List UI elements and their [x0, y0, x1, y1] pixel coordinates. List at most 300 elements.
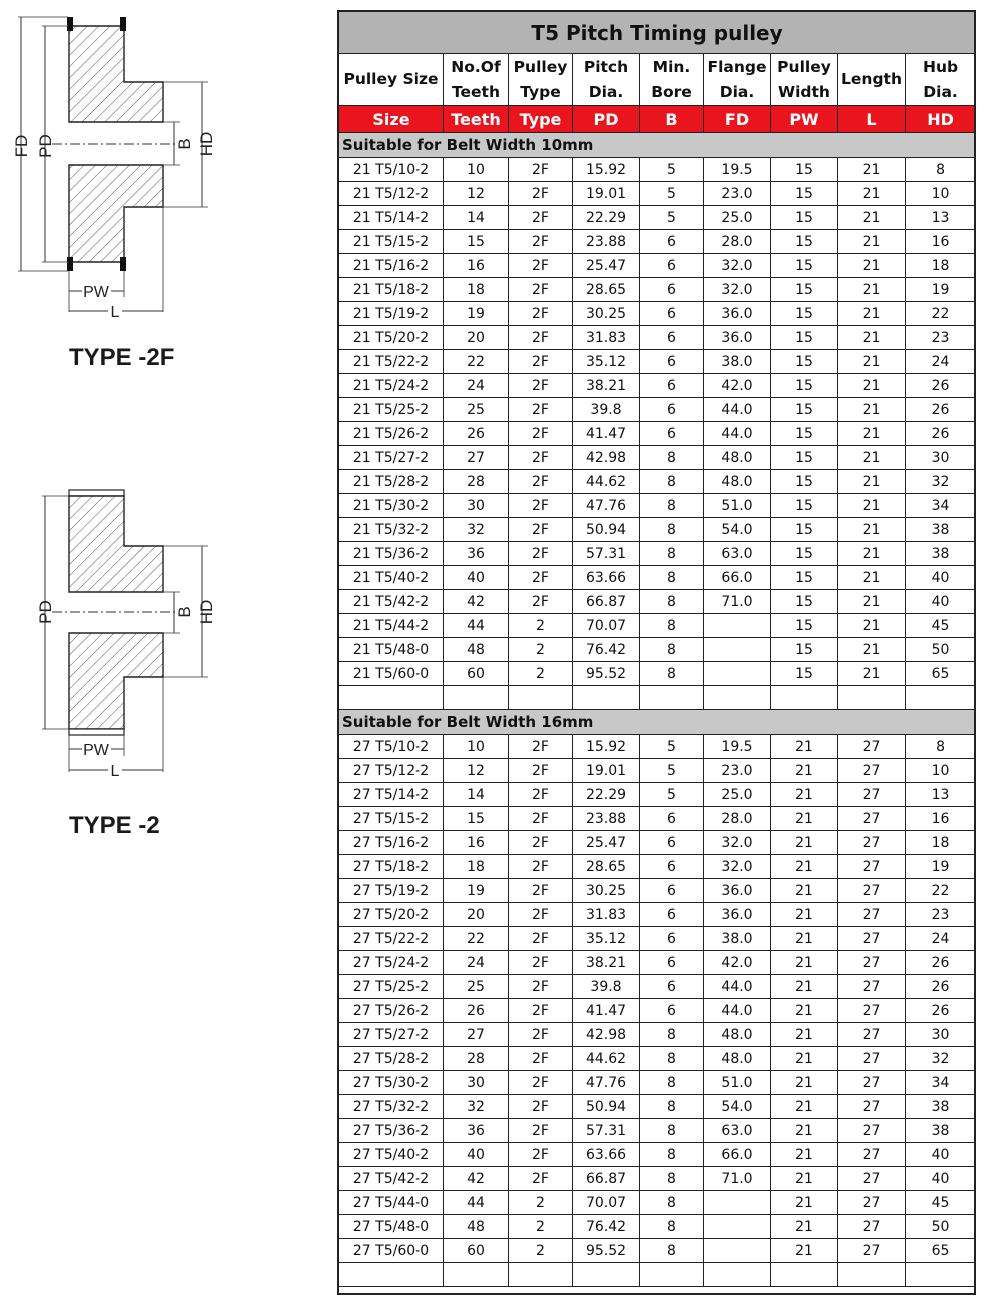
table-cell: 21 T5/48-0 — [339, 638, 444, 662]
table-cell: 42.98 — [573, 446, 640, 470]
table-cell: 2F — [509, 1023, 573, 1047]
table-cell: 18 — [444, 278, 509, 302]
empty-cell — [838, 1263, 906, 1287]
table-cell: 23.88 — [573, 230, 640, 254]
table-cell: 12 — [444, 759, 509, 783]
table-cell: 21 — [771, 951, 838, 975]
table-cell: 2F — [509, 278, 573, 302]
table-cell: 2F — [509, 398, 573, 422]
table-cell: 26 — [444, 422, 509, 446]
table-cell: 32.0 — [704, 831, 771, 855]
table-cell: 12 — [444, 182, 509, 206]
table-cell: 26 — [906, 975, 976, 999]
table-cell: 10 — [906, 182, 976, 206]
table-cell: 21 — [771, 903, 838, 927]
table-cell: 26 — [906, 422, 976, 446]
table-row — [339, 446, 976, 470]
table-cell: 8 — [640, 1167, 704, 1191]
table-cell: 50 — [906, 638, 976, 662]
table-row — [339, 759, 976, 783]
table-row — [339, 350, 976, 374]
table-cell: 27 T5/30-2 — [339, 1071, 444, 1095]
pulley-drawings — [0, 0, 330, 1311]
blank-row — [339, 1263, 976, 1287]
table-cell: 15 — [771, 326, 838, 350]
table-cell: 28.65 — [573, 855, 640, 879]
column-header — [640, 54, 704, 106]
table-cell: 22 — [444, 927, 509, 951]
table-cell: 21 — [771, 1239, 838, 1263]
table-cell: 8 — [640, 1047, 704, 1071]
table-cell: 15 — [771, 206, 838, 230]
table-cell: 65 — [906, 662, 976, 686]
type-2-drawing — [42, 490, 208, 772]
header-line-2: Width — [778, 82, 830, 101]
table-cell: 27 — [838, 1239, 906, 1263]
table-cell: 32.0 — [704, 855, 771, 879]
table-cell: 2F — [509, 350, 573, 374]
table-cell: 2F — [509, 470, 573, 494]
table-cell: 48 — [444, 1215, 509, 1239]
table-cell: 38 — [906, 518, 976, 542]
table-cell: 21 — [771, 807, 838, 831]
empty-cell — [509, 686, 573, 710]
table-cell: 8 — [640, 638, 704, 662]
table-cell: 36 — [444, 1119, 509, 1143]
table-cell: 23 — [906, 903, 976, 927]
table-cell: 27 T5/14-2 — [339, 783, 444, 807]
table-cell: 5 — [640, 158, 704, 182]
table-cell: 38 — [906, 1095, 976, 1119]
empty-cell — [704, 686, 771, 710]
table-cell: 25 — [444, 975, 509, 999]
table-cell: 22 — [444, 350, 509, 374]
symbol-header: HD — [906, 106, 976, 133]
table-cell: 15 — [771, 470, 838, 494]
table-row — [339, 422, 976, 446]
table-cell: 50.94 — [573, 518, 640, 542]
symbol-header: Size — [339, 106, 444, 133]
symbol-header: PW — [771, 106, 838, 133]
table-cell: 44 — [444, 1191, 509, 1215]
table-cell: 21 — [838, 278, 906, 302]
table-cell: 8 — [640, 1119, 704, 1143]
empty-cell — [573, 686, 640, 710]
table-cell: 21 — [771, 1215, 838, 1239]
table-cell: 70.07 — [573, 1191, 640, 1215]
table-cell: 14 — [444, 783, 509, 807]
table-cell: 27 T5/32-2 — [339, 1095, 444, 1119]
table-cell: 21 — [771, 1143, 838, 1167]
column-header — [339, 54, 444, 106]
table-row — [339, 1095, 976, 1119]
table-row — [339, 1191, 976, 1215]
table-cell: 44.0 — [704, 999, 771, 1023]
table-cell: 15 — [771, 374, 838, 398]
table-cell: 27 — [838, 951, 906, 975]
table-cell: 36.0 — [704, 879, 771, 903]
table-row — [339, 783, 976, 807]
table-cell: 70.07 — [573, 614, 640, 638]
table-cell: 15 — [771, 494, 838, 518]
table-cell: 15 — [771, 302, 838, 326]
table-cell: 36.0 — [704, 302, 771, 326]
table-cell: 2F — [509, 446, 573, 470]
table-cell: 6 — [640, 903, 704, 927]
table-cell: 20 — [444, 326, 509, 350]
table-row — [339, 254, 976, 278]
empty-cell — [444, 686, 509, 710]
table-cell: 19.01 — [573, 182, 640, 206]
table-cell: 44 — [444, 614, 509, 638]
table-cell: 25.0 — [704, 206, 771, 230]
table-cell: 6 — [640, 999, 704, 1023]
table-cell: 21 — [771, 855, 838, 879]
empty-cell — [640, 1263, 704, 1287]
l-dim-label: L — [110, 304, 120, 321]
table-cell: 15 — [771, 446, 838, 470]
table-cell: 21 — [771, 1191, 838, 1215]
table-cell: 2F — [509, 759, 573, 783]
table-cell: 21 — [838, 374, 906, 398]
table-cell: 28.65 — [573, 278, 640, 302]
empty-cell — [573, 1263, 640, 1287]
table-cell: 23 — [906, 326, 976, 350]
table-cell: 25.47 — [573, 254, 640, 278]
table-cell: 16 — [906, 230, 976, 254]
table-cell: 32 — [444, 1095, 509, 1119]
table-cell: 15 — [771, 278, 838, 302]
table-cell: 6 — [640, 254, 704, 278]
symbol-header: PD — [573, 106, 640, 133]
table-cell: 27 T5/19-2 — [339, 879, 444, 903]
table-title: T5 Pitch Timing pulley — [339, 12, 976, 54]
table-cell: 32.0 — [704, 278, 771, 302]
table-cell: 27 — [838, 927, 906, 951]
table-cell: 19.5 — [704, 158, 771, 182]
table-cell: 27 — [838, 735, 906, 759]
table-cell: 27 — [838, 975, 906, 999]
header-line-1: Pulley — [777, 57, 831, 76]
table-cell: 21 T5/60-0 — [339, 662, 444, 686]
header-line-1: Min. — [652, 57, 691, 76]
column-header — [838, 54, 906, 106]
table-row — [339, 1239, 976, 1263]
table-cell: 21 — [838, 398, 906, 422]
table-cell: 21 — [771, 783, 838, 807]
table-cell: 15 — [771, 566, 838, 590]
table-cell: 15 — [771, 542, 838, 566]
table-cell: 8 — [640, 1215, 704, 1239]
table-cell: 2 — [509, 662, 573, 686]
table-cell: 63.0 — [704, 542, 771, 566]
table-cell: 15 — [771, 638, 838, 662]
table-cell: 27 — [838, 1143, 906, 1167]
table-cell: 21 — [838, 206, 906, 230]
table-cell: 40 — [444, 1143, 509, 1167]
table-cell: 2F — [509, 903, 573, 927]
table-cell: 2F — [509, 374, 573, 398]
table-cell: 22 — [906, 302, 976, 326]
table-cell: 63.0 — [704, 1119, 771, 1143]
symbol-header: Teeth — [444, 106, 509, 133]
table-cell: 41.47 — [573, 422, 640, 446]
table-cell: 27 T5/20-2 — [339, 903, 444, 927]
table-cell: 19.5 — [704, 735, 771, 759]
table-cell: 57.31 — [573, 542, 640, 566]
header-line-1: Length — [841, 70, 902, 88]
table-cell: 8 — [640, 1071, 704, 1095]
table-cell: 95.52 — [573, 662, 640, 686]
table-cell: 42.0 — [704, 951, 771, 975]
table-cell: 27 T5/25-2 — [339, 975, 444, 999]
table-cell: 2F — [509, 206, 573, 230]
table-cell: 21 — [838, 470, 906, 494]
table-cell: 8 — [640, 542, 704, 566]
table-cell: 27 — [444, 446, 509, 470]
table-cell: 27 T5/48-0 — [339, 1215, 444, 1239]
table-cell: 27 T5/24-2 — [339, 951, 444, 975]
table-cell: 27 T5/40-2 — [339, 1143, 444, 1167]
table-cell: 8 — [640, 1191, 704, 1215]
table-cell: 13 — [906, 783, 976, 807]
table-row — [339, 494, 976, 518]
table-row — [339, 542, 976, 566]
table-cell: 19.01 — [573, 759, 640, 783]
spec-table — [338, 11, 976, 1287]
table-row — [339, 999, 976, 1023]
table-cell: 76.42 — [573, 638, 640, 662]
table-cell: 27 T5/42-2 — [339, 1167, 444, 1191]
table-cell: 6 — [640, 975, 704, 999]
table-cell: 16 — [444, 831, 509, 855]
table-row — [339, 638, 976, 662]
table-row — [339, 927, 976, 951]
table-cell: 27 T5/28-2 — [339, 1047, 444, 1071]
table-cell: 2F — [509, 783, 573, 807]
table-cell: 8 — [640, 614, 704, 638]
table-row — [339, 182, 976, 206]
table-cell: 21 T5/28-2 — [339, 470, 444, 494]
table-row — [339, 1023, 976, 1047]
table-cell: 27 T5/15-2 — [339, 807, 444, 831]
table-cell: 44.0 — [704, 975, 771, 999]
table-cell: 15 — [771, 614, 838, 638]
table-cell: 8 — [640, 470, 704, 494]
table-cell: 21 — [838, 446, 906, 470]
table-cell: 18 — [444, 855, 509, 879]
table-cell: 24 — [906, 350, 976, 374]
table-cell — [704, 1215, 771, 1239]
table-cell: 21 — [838, 542, 906, 566]
table-cell: 60 — [444, 1239, 509, 1263]
table-cell: 19 — [906, 278, 976, 302]
symbol-header: L — [838, 106, 906, 133]
table-cell: 21 T5/12-2 — [339, 182, 444, 206]
table-cell: 8 — [640, 446, 704, 470]
table-cell: 36.0 — [704, 326, 771, 350]
table-cell: 2F — [509, 542, 573, 566]
table-cell: 15 — [771, 158, 838, 182]
table-cell: 8 — [640, 662, 704, 686]
table-cell: 13 — [906, 206, 976, 230]
empty-cell — [444, 1263, 509, 1287]
table-cell: 22.29 — [573, 783, 640, 807]
table-cell: 8 — [906, 735, 976, 759]
table-row — [339, 398, 976, 422]
column-header — [509, 54, 573, 106]
table-cell: 42.98 — [573, 1023, 640, 1047]
table-cell: 2F — [509, 566, 573, 590]
table-cell: 47.76 — [573, 494, 640, 518]
table-cell: 27 T5/22-2 — [339, 927, 444, 951]
table-cell: 2F — [509, 1167, 573, 1191]
table-cell: 2F — [509, 326, 573, 350]
table-cell: 34 — [906, 494, 976, 518]
table-cell: 6 — [640, 422, 704, 446]
table-cell: 27 — [838, 1071, 906, 1095]
table-cell: 30.25 — [573, 302, 640, 326]
empty-cell — [509, 1263, 573, 1287]
table-cell: 2F — [509, 1071, 573, 1095]
table-cell: 21 — [838, 638, 906, 662]
table-cell: 41.47 — [573, 999, 640, 1023]
table-row — [339, 278, 976, 302]
table-cell: 27 T5/18-2 — [339, 855, 444, 879]
table-row — [339, 206, 976, 230]
blank-row — [339, 686, 976, 710]
table-cell: 21 T5/14-2 — [339, 206, 444, 230]
table-cell: 2F — [509, 230, 573, 254]
table-cell: 21 — [771, 1095, 838, 1119]
table-cell: 19 — [444, 879, 509, 903]
table-cell: 6 — [640, 879, 704, 903]
table-row — [339, 590, 976, 614]
table-cell: 51.0 — [704, 494, 771, 518]
table-cell: 8 — [640, 494, 704, 518]
table-cell: 63.66 — [573, 566, 640, 590]
table-cell: 32.0 — [704, 254, 771, 278]
table-row — [339, 302, 976, 326]
table-cell: 30 — [444, 1071, 509, 1095]
type-2f-label: TYPE -2F — [69, 344, 175, 371]
table-cell: 27 — [444, 1023, 509, 1047]
table-row — [339, 879, 976, 903]
table-cell: 21 — [771, 1071, 838, 1095]
table-cell: 27 T5/27-2 — [339, 1023, 444, 1047]
table-cell: 22 — [906, 879, 976, 903]
table-cell: 21 — [771, 831, 838, 855]
table-cell: 21 — [771, 1023, 838, 1047]
table-cell: 6 — [640, 807, 704, 831]
table-cell: 6 — [640, 230, 704, 254]
table-cell: 21 — [771, 1047, 838, 1071]
table-row — [339, 831, 976, 855]
table-cell: 15 — [771, 254, 838, 278]
table-cell: 2F — [509, 807, 573, 831]
table-cell: 21 — [771, 1167, 838, 1191]
table-cell: 48 — [444, 638, 509, 662]
table-cell: 25.0 — [704, 783, 771, 807]
table-cell: 27 — [838, 999, 906, 1023]
table-cell: 16 — [906, 807, 976, 831]
table-cell: 27 — [838, 1119, 906, 1143]
table-row — [339, 1119, 976, 1143]
header-line-1: No.Of — [451, 57, 501, 76]
table-cell: 32 — [906, 1047, 976, 1071]
table-cell: 28 — [444, 470, 509, 494]
table-cell: 27 T5/44-0 — [339, 1191, 444, 1215]
table-cell: 36.0 — [704, 903, 771, 927]
table-cell: 31.83 — [573, 903, 640, 927]
table-cell: 21 — [838, 326, 906, 350]
b-dim-label: B — [175, 138, 194, 150]
header-line-1: Pulley Size — [343, 70, 439, 88]
table-cell — [704, 614, 771, 638]
table-cell: 42.0 — [704, 374, 771, 398]
table-cell: 21 — [771, 1119, 838, 1143]
table-cell: 19 — [444, 302, 509, 326]
table-cell: 5 — [640, 182, 704, 206]
table-cell: 40 — [906, 1167, 976, 1191]
header-line-2: Dia. — [588, 82, 624, 101]
table-cell: 8 — [906, 158, 976, 182]
column-header — [573, 54, 640, 106]
table-cell: 21 — [838, 614, 906, 638]
table-cell: 50.94 — [573, 1095, 640, 1119]
table-cell: 21 T5/25-2 — [339, 398, 444, 422]
header-line-2: Bore — [651, 82, 692, 101]
table-cell: 2 — [509, 1239, 573, 1263]
table-cell: 66.87 — [573, 1167, 640, 1191]
table-cell: 6 — [640, 398, 704, 422]
table-cell: 5 — [640, 735, 704, 759]
table-cell: 15 — [444, 807, 509, 831]
table-cell: 21 T5/20-2 — [339, 326, 444, 350]
table-cell: 21 — [838, 254, 906, 278]
header-line-2: Dia. — [923, 82, 958, 101]
table-cell: 21 T5/18-2 — [339, 278, 444, 302]
table-cell: 21 — [838, 230, 906, 254]
table-cell: 27 — [838, 1215, 906, 1239]
table-row — [339, 662, 976, 686]
table-cell: 6 — [640, 350, 704, 374]
table-cell: 21 T5/44-2 — [339, 614, 444, 638]
table-cell: 27 T5/60-0 — [339, 1239, 444, 1263]
table-cell: 38.0 — [704, 350, 771, 374]
table-cell: 15 — [771, 422, 838, 446]
table-cell: 27 — [838, 1047, 906, 1071]
table-cell: 23.0 — [704, 759, 771, 783]
table-cell: 45 — [906, 1191, 976, 1215]
table-cell: 18 — [906, 831, 976, 855]
table-cell: 5 — [640, 206, 704, 230]
table-cell: 15 — [771, 230, 838, 254]
table-cell: 38.21 — [573, 951, 640, 975]
table-cell: 27 T5/26-2 — [339, 999, 444, 1023]
table-cell: 38 — [906, 1119, 976, 1143]
table-cell: 2F — [509, 518, 573, 542]
table-cell: 32 — [444, 518, 509, 542]
table-cell: 27 T5/12-2 — [339, 759, 444, 783]
header-line-2: Dia. — [719, 82, 755, 101]
table-row — [339, 470, 976, 494]
table-cell: 23.88 — [573, 807, 640, 831]
table-cell: 66.0 — [704, 1143, 771, 1167]
table-cell: 71.0 — [704, 1167, 771, 1191]
table-cell: 2F — [509, 494, 573, 518]
table-cell: 48.0 — [704, 446, 771, 470]
